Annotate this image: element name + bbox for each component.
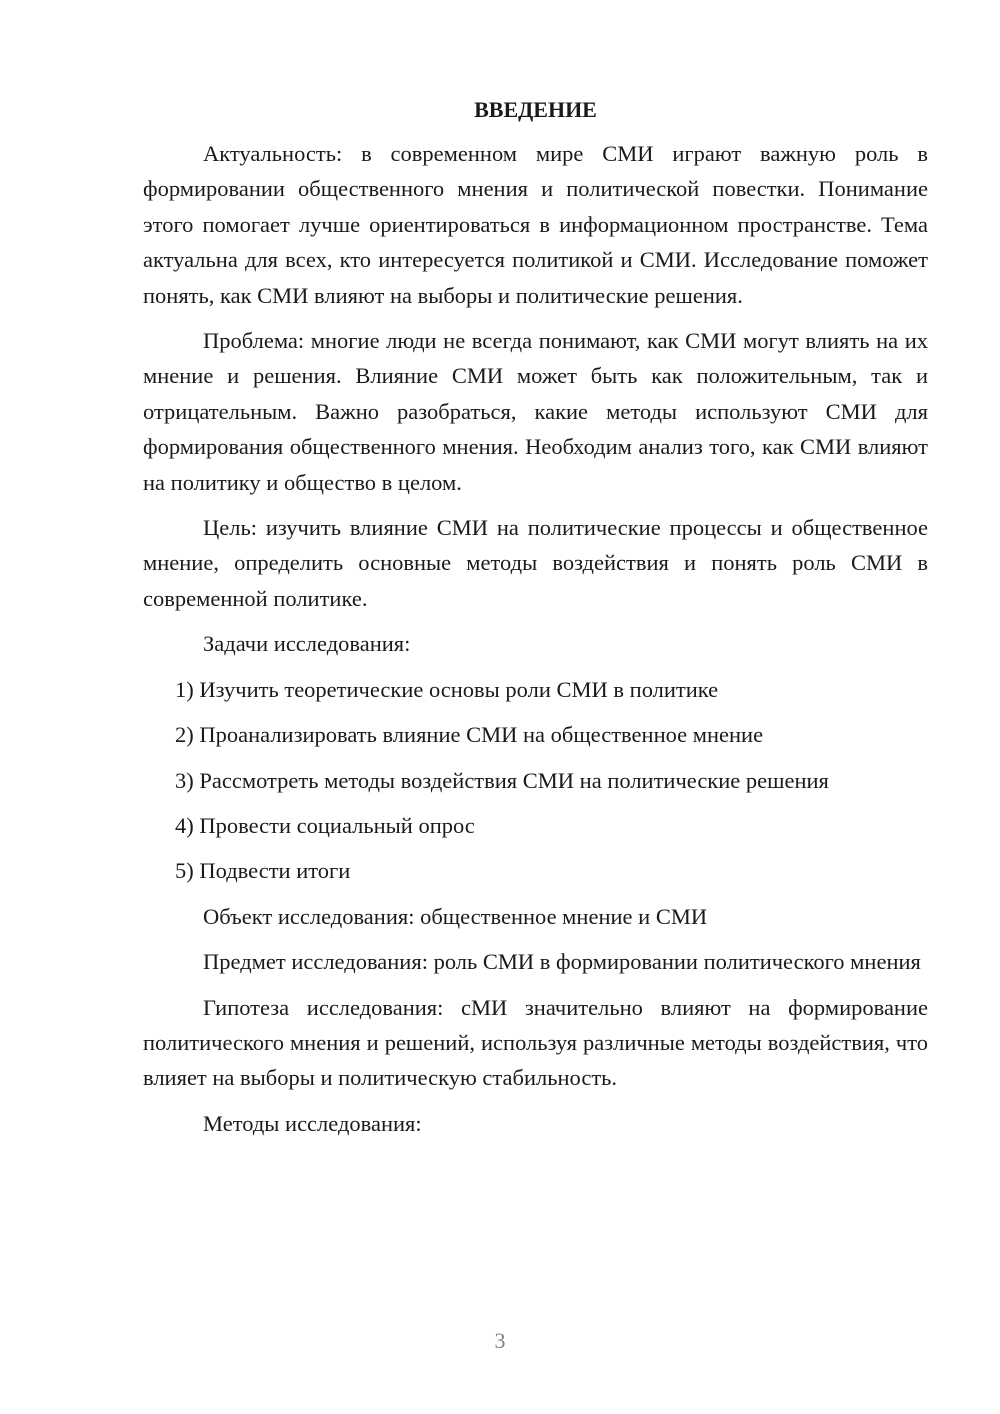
task-item: 1) Изучить теоретические основы роли СМИ в политике xyxy=(175,676,719,702)
task-item: 5) Подвести итоги xyxy=(175,858,351,884)
task-item: 2) Проанализировать влияние СМИ на общественное мнение xyxy=(175,722,764,748)
section-title: ВВЕДЕНИЕ xyxy=(474,97,597,122)
task-item: 3) Рассмотреть методы воздействия СМИ на политические решения xyxy=(175,767,829,793)
subject-paragraph: Предмет исследования: роль СМИ в формировании политического мнения xyxy=(203,949,921,975)
page-number: 3 xyxy=(494,1328,506,1353)
tasks-heading: Задачи исследования: xyxy=(203,631,411,657)
hypothesis-paragraph: Гипотеза исследования: сМИ значительно влияют на формирование политического мнения и решений, используя различные методы воздействия, что влияет на выборы и политическую стабильность. xyxy=(143,994,928,1091)
object-paragraph: Объект исследования: общественное мнение и СМИ xyxy=(203,903,708,929)
task-item: 4) Провести социальный опрос xyxy=(175,812,475,838)
page-content xyxy=(143,92,928,1151)
methods-heading: Методы исследования: xyxy=(203,1110,422,1136)
tasks-list xyxy=(143,672,928,889)
relevance-paragraph: Актуальность: в современном мире СМИ играют важную роль в формировании общественного мнения и политической повестки. Понимание этого помогает лучше ориентироваться в информационном пространстве. Тема актуальна для всех, кто интересуется политикой и СМИ. Исследование поможет понять, как СМИ влияют на выборы и политические решения. xyxy=(143,141,928,308)
problem-paragraph: Проблема: многие люди не всегда понимают, как СМИ могут влиять на их мнение и решения. Влияние СМИ может быть как положительным, так и отрицательным. Важно разобраться, какие методы используют СМИ для формирования общественного мнения. Необходим анализ того, как СМИ влияют на политику и общество в целом. xyxy=(143,328,928,495)
goal-paragraph: Цель: изучить влияние СМИ на политические процессы и общественное мнение, определить основные методы воздействия и понять роль СМИ в современной политике. xyxy=(143,515,928,611)
